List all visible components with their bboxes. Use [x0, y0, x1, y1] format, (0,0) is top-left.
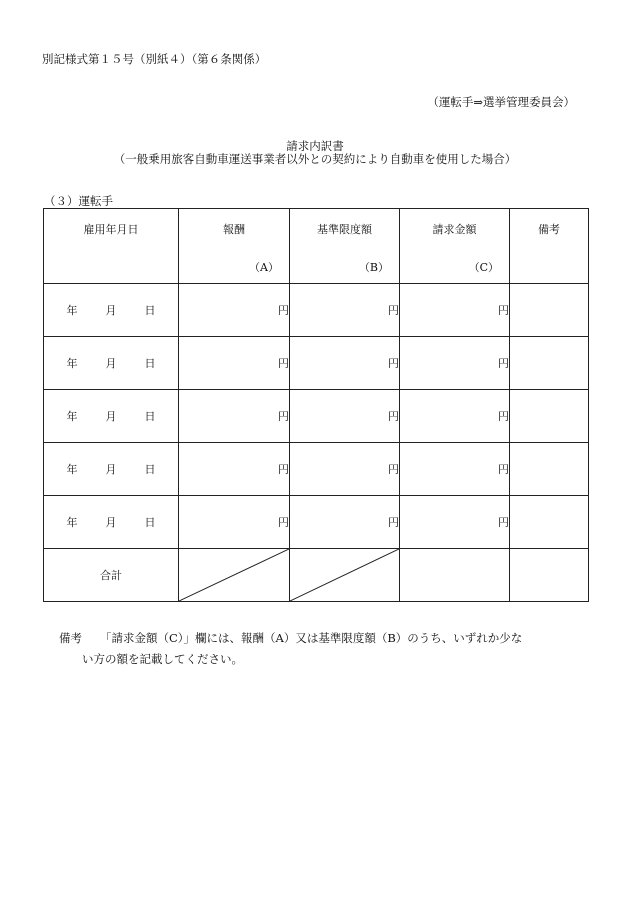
claim-amount-field[interactable]	[400, 443, 510, 496]
yen-label: 円	[388, 516, 399, 529]
yen-label: 円	[278, 357, 289, 370]
remarks-total-field[interactable]	[510, 549, 589, 602]
standard-limit-field[interactable]	[290, 337, 400, 390]
header-claim-amount	[400, 209, 510, 284]
remuneration-field[interactable]	[179, 443, 290, 496]
month-label: 月	[105, 357, 117, 370]
yen-label: 円	[388, 357, 399, 370]
header-remuneration	[179, 209, 290, 284]
table-row	[44, 337, 589, 390]
yen-label: 円	[278, 516, 289, 529]
claim-amount-field[interactable]	[400, 496, 510, 549]
month-label: 月	[105, 304, 117, 317]
header-standard-limit	[290, 209, 400, 284]
diagonal-strike	[179, 549, 289, 601]
standard-limit-field[interactable]	[290, 284, 400, 337]
remarks-field[interactable]	[510, 390, 589, 443]
yen-label: 円	[278, 410, 289, 423]
document-subtitle: （一般乗用旅客自動車運送事業者以外との契約により自動車を使用した場合）	[113, 152, 517, 166]
yen-label: 円	[498, 410, 509, 423]
table-row	[44, 390, 589, 443]
remuneration-field[interactable]	[179, 496, 290, 549]
yen-label: 円	[388, 463, 399, 476]
table-header-row	[44, 209, 589, 284]
claim-amount-field[interactable]	[400, 284, 510, 337]
submission-route: （運転手⇒選挙管理委員会）	[427, 95, 575, 109]
section-label: （３）運転手	[44, 194, 113, 208]
standard-limit-field[interactable]	[290, 496, 400, 549]
remarks-field[interactable]	[510, 284, 589, 337]
header-label: 備考	[538, 223, 560, 236]
year-label: 年	[66, 304, 78, 317]
table-row	[44, 496, 589, 549]
yen-label: 円	[278, 463, 289, 476]
header-label: 請求金額	[432, 223, 477, 236]
diagonal-strike	[290, 549, 399, 601]
claim-amount-field[interactable]	[400, 337, 510, 390]
year-label: 年	[66, 463, 78, 476]
yen-label: 円	[498, 357, 509, 370]
yen-label: 円	[498, 304, 509, 317]
note-text-line1: 「請求金額（C）」欄には、報酬（A）又は基準限度額（B）のうち、いずれか少な	[100, 631, 523, 645]
remarks-field[interactable]	[510, 496, 589, 549]
day-label: 日	[144, 410, 156, 423]
employment-date-field[interactable]	[44, 337, 179, 390]
header-mark: （A）	[249, 261, 279, 274]
header-label: 報酬	[223, 223, 245, 236]
note-text-line2: い方の額を記載してください。	[82, 652, 243, 666]
month-label: 月	[105, 410, 117, 423]
year-label: 年	[66, 516, 78, 529]
table-row	[44, 284, 589, 337]
standard-limit-field[interactable]	[290, 390, 400, 443]
header-mark: （C）	[468, 261, 499, 274]
remuneration-field[interactable]	[179, 390, 290, 443]
day-label: 日	[144, 304, 156, 317]
employment-date-field[interactable]	[44, 496, 179, 549]
month-label: 月	[105, 463, 117, 476]
header-label: 雇用年月日	[83, 223, 139, 236]
employment-date-field[interactable]	[44, 390, 179, 443]
employment-date-field[interactable]	[44, 284, 179, 337]
standard-limit-total-crossed-cell	[290, 549, 400, 602]
breakdown-table	[43, 208, 589, 602]
header-employment-date	[44, 209, 179, 284]
claim-amount-field[interactable]	[400, 390, 510, 443]
yen-label: 円	[388, 410, 399, 423]
standard-limit-field[interactable]	[290, 443, 400, 496]
total-row	[44, 549, 589, 602]
total-label: 合計	[44, 549, 179, 602]
header-remarks	[510, 209, 589, 284]
year-label: 年	[66, 410, 78, 423]
day-label: 日	[144, 463, 156, 476]
document-title: 請求内訳書	[286, 139, 344, 153]
note-label: 備考	[59, 631, 82, 645]
employment-date-field[interactable]	[44, 443, 179, 496]
claim-amount-total-field[interactable]	[400, 549, 510, 602]
yen-label: 円	[278, 304, 289, 317]
month-label: 月	[105, 516, 117, 529]
remarks-field[interactable]	[510, 443, 589, 496]
yen-label: 円	[498, 463, 509, 476]
header-mark: （B）	[358, 261, 389, 274]
yen-label: 円	[498, 516, 509, 529]
remuneration-field[interactable]	[179, 284, 290, 337]
form-number: 別記様式第１５号（別紙４）（第６条関係）	[42, 52, 267, 66]
yen-label: 円	[388, 304, 399, 317]
table-row	[44, 443, 589, 496]
day-label: 日	[144, 516, 156, 529]
year-label: 年	[66, 357, 78, 370]
remuneration-total-crossed-cell	[179, 549, 290, 602]
header-label: 基準限度額	[317, 223, 372, 236]
day-label: 日	[144, 357, 156, 370]
remarks-field[interactable]	[510, 337, 589, 390]
remuneration-field[interactable]	[179, 337, 290, 390]
